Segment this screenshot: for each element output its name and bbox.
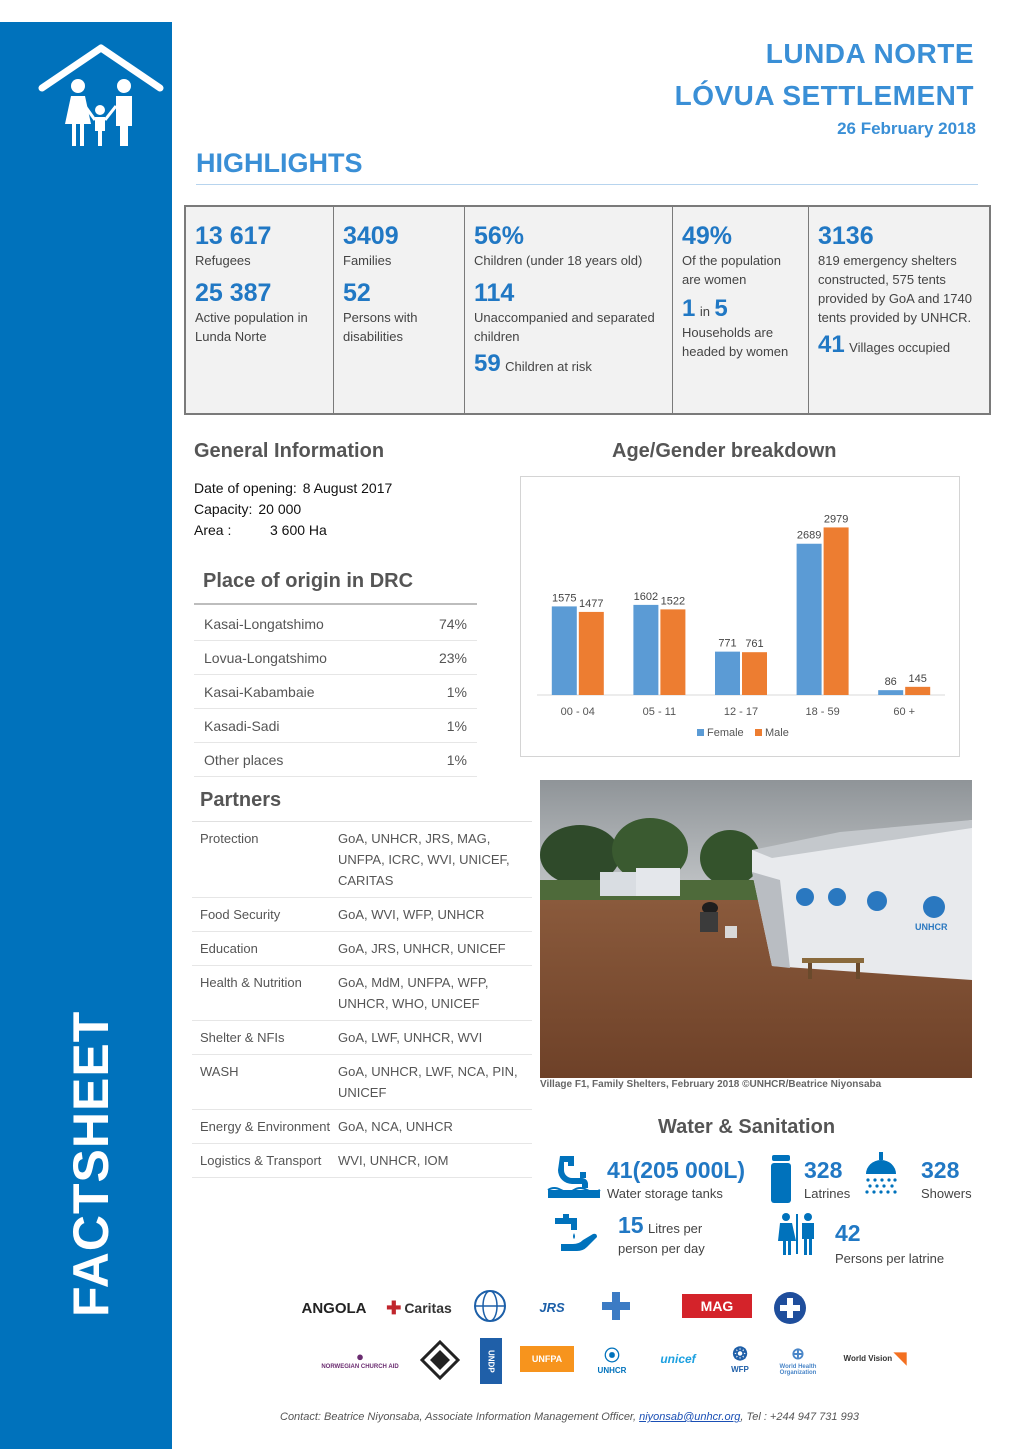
legend-label-female: Female	[707, 727, 744, 739]
angola-logo-text: ANGOLA	[301, 1299, 367, 1317]
caritas-logo	[384, 1294, 454, 1322]
partner-row	[192, 1021, 532, 1055]
wfp-logo-text: WFP	[731, 1365, 749, 1374]
unaccompanied-label: Unaccompanied and separated children	[474, 310, 655, 344]
children-at-risk-value: 59	[474, 350, 501, 377]
unhcr-logo-text: UNHCR	[597, 1366, 627, 1375]
villages-value: 41	[818, 331, 845, 358]
partner-row	[192, 932, 532, 966]
villages-occupied	[818, 331, 981, 359]
litres-label-a: Litres per	[648, 1221, 703, 1236]
refugees-value: 13 617	[195, 222, 272, 250]
x-tick-label: 18 - 59	[805, 706, 840, 718]
partner-list: GoA, NCA, UNHCR	[338, 1119, 453, 1134]
factsheet-label: FACTSHEET	[63, 1010, 119, 1317]
bar-female	[878, 690, 903, 695]
bar-value-label: 86	[884, 676, 897, 689]
unhcr-logo	[590, 1342, 634, 1376]
general-info-heading: General Information	[194, 440, 385, 462]
villages-label: Villages occupied	[849, 340, 951, 355]
origin-place: Kasai-Longatshimo	[204, 615, 324, 632]
unfpa-logo-text: UNFPA	[531, 1354, 563, 1364]
bar-male	[660, 609, 685, 695]
undp-logo-text: UNDP	[486, 1349, 496, 1373]
origin-pct: 1%	[446, 751, 467, 768]
settlement-photo-image	[540, 780, 972, 1078]
who-logo	[770, 1340, 826, 1380]
women-pct-label: Of the population are women	[682, 253, 782, 287]
shelters-value: 3136	[818, 222, 874, 250]
refugees-label: Refugees	[195, 253, 251, 268]
children-at-risk	[474, 350, 664, 378]
highlights-col-children	[465, 207, 673, 413]
area-label: Area :	[194, 522, 232, 538]
women-pct-value: 49%	[682, 222, 733, 250]
partner-list: GoA, UNHCR, JRS, MAG, UNFPA, ICRC, WVI, UNICEF, CARITAS	[338, 831, 510, 888]
origin-pct: 23%	[438, 649, 467, 666]
partner-sector: Education	[200, 941, 258, 956]
unfpa-logo	[520, 1346, 574, 1372]
bar-value-label: 761	[745, 638, 764, 651]
origin-row	[194, 743, 477, 777]
bar-female	[633, 605, 658, 695]
highlights-col-women	[673, 207, 809, 413]
opening-label: Date of opening:	[194, 480, 297, 496]
page-title-line1: LUNDA NORTE	[765, 38, 974, 69]
families-value: 3409	[343, 222, 399, 250]
bar-male	[579, 612, 604, 695]
partner-sector: Shelter & NFIs	[200, 1030, 285, 1045]
unicef-logo	[648, 1344, 708, 1374]
tanks-label: Water storage tanks	[607, 1186, 723, 1201]
latrines-label: Latrines	[804, 1186, 851, 1201]
bar-female	[715, 652, 740, 695]
litres-label-b: person per day	[618, 1241, 705, 1256]
tent-logo-text: UNHCR	[915, 922, 948, 932]
caritas-cross-icon: ✚	[386, 1297, 402, 1318]
disabilities-label: Persons with disabilities	[343, 310, 418, 344]
contact-suffix: , Tel : +244 947 731 993	[740, 1411, 859, 1423]
x-tick-label: 05 - 11	[642, 706, 677, 718]
bar-value-label: 1575	[552, 592, 577, 605]
capacity-value: 20 000	[258, 501, 302, 517]
bar-value-label: 1477	[579, 597, 604, 610]
women-headed-ratio	[682, 295, 800, 323]
showers-stat	[921, 1157, 972, 1201]
diamond-logo-icon	[420, 1340, 460, 1380]
families-label: Families	[343, 253, 392, 268]
sidebar	[0, 22, 172, 1449]
age-gender-chart	[520, 476, 960, 757]
partners-table	[192, 821, 532, 1178]
bar-value-label: 771	[718, 637, 737, 650]
ratio-b: 5	[714, 295, 728, 322]
origin-table	[194, 607, 477, 777]
bar-value-label: 1522	[660, 595, 686, 608]
bar-male	[905, 687, 930, 695]
unicef-logo-text: unicef	[660, 1352, 696, 1366]
photo-caption: Village F1, Family Shelters, February 2018 ©UNHCR/Beatrice Niyonsaba	[540, 1079, 882, 1090]
mdm-logo-icon	[772, 1290, 808, 1326]
partner-sector: Energy & Environment	[200, 1119, 331, 1134]
page-title-line2: LÓVUA SETTLEMENT	[674, 80, 974, 111]
partner-list: GoA, LWF, UNHCR, WVI	[338, 1030, 483, 1045]
children-pct-value: 56%	[474, 222, 525, 250]
ratio-a: 1	[682, 295, 696, 322]
partner-list: GoA, MdM, UNFPA, WFP, UNHCR, WHO, UNICEF	[338, 975, 489, 1011]
legend-swatch-male	[755, 729, 762, 736]
latrines-value: 328	[804, 1157, 843, 1183]
iom-globe-icon	[472, 1288, 508, 1324]
highlights-heading: HIGHLIGHTS	[196, 148, 363, 178]
wfp-logo	[720, 1340, 760, 1378]
report-date: 26 February 2018	[837, 119, 976, 138]
shelters-label: 819 emergency shelters constructed, 575 tents provided by GoA and 1740 tents provided by UNHCR.	[818, 253, 972, 325]
persons-value: 42	[835, 1220, 861, 1246]
unaccompanied-value: 114	[474, 279, 515, 307]
x-tick-label: 12 - 17	[723, 706, 759, 718]
active-population-value: 25 387	[195, 279, 272, 307]
area-value: 3 600 Ha	[270, 522, 327, 538]
latrines-stat	[804, 1157, 850, 1201]
water-tank-icon	[546, 1152, 602, 1204]
showers-label: Showers	[921, 1186, 972, 1201]
partner-sector: Logistics & Transport	[200, 1153, 322, 1168]
bar-female	[797, 544, 822, 695]
bar-female	[552, 606, 577, 695]
nca-logo-text: NORWEGIAN CHURCH AID	[321, 1363, 399, 1370]
x-tick-label: 00 - 04	[560, 706, 595, 718]
who-logo-text: World Health Organization	[779, 1364, 817, 1376]
contact-prefix: Contact: Beatrice Niyonsaba, Associate Information Management Officer,	[280, 1411, 637, 1423]
disabilities-value: 52	[343, 279, 371, 307]
contact-line	[280, 1411, 859, 1423]
partners-heading: Partners	[200, 789, 282, 811]
general-info-block	[194, 478, 392, 541]
origin-divider	[194, 603, 477, 605]
water-tap-hand-icon	[553, 1214, 605, 1254]
partner-row	[192, 1144, 532, 1178]
origin-row	[194, 641, 477, 675]
mag-logo	[682, 1294, 752, 1318]
partner-list: WVI, UNHCR, IOM	[338, 1153, 449, 1168]
persons-per-latrine-stat	[835, 1220, 944, 1266]
legend-swatch-female	[697, 729, 704, 736]
x-tick-label: 60 +	[893, 706, 916, 718]
partner-row	[192, 898, 532, 932]
partner-list: GoA, JRS, UNHCR, UNICEF	[338, 941, 506, 956]
wash-heading: Water & Sanitation	[658, 1116, 836, 1138]
shower-icon	[862, 1152, 900, 1196]
litres-stat	[618, 1212, 705, 1256]
ratio-connector: in	[699, 304, 710, 319]
highlights-box	[184, 205, 991, 415]
origin-place: Other places	[204, 751, 284, 768]
capacity-label: Capacity:	[194, 501, 253, 517]
bar-value-label: 2979	[823, 513, 849, 526]
origin-row	[194, 709, 477, 743]
jrs-logo-text: JRS	[539, 1299, 565, 1315]
persons-label: Persons per latrine	[835, 1251, 945, 1266]
showers-value: 328	[921, 1157, 960, 1183]
partner-list: GoA, UNHCR, LWF, NCA, PIN, UNICEF	[338, 1064, 518, 1100]
origin-place: Kasai-Kabambaie	[204, 683, 315, 700]
origin-pct: 1%	[446, 717, 467, 734]
litres-value: 15	[618, 1212, 644, 1238]
bar-value-label: 145	[908, 672, 927, 685]
jrs-logo	[526, 1292, 578, 1322]
children-pct-label: Children (under 18 years old)	[474, 253, 643, 268]
nca-dove-icon: ●	[356, 1348, 364, 1364]
partner-row	[192, 822, 532, 898]
who-emblem-icon: ⊕	[791, 1346, 805, 1363]
angola-logo	[302, 1290, 366, 1326]
latrine-icon	[768, 1155, 794, 1203]
partner-row	[192, 1055, 532, 1110]
partner-row	[192, 966, 532, 1021]
origin-place: Lovua-Longatshimo	[204, 649, 327, 666]
partner-sector: Health & Nutrition	[200, 975, 302, 990]
bar-value-label: 2689	[796, 529, 822, 542]
unhcr-hands-icon: ⦿	[603, 1348, 620, 1365]
highlights-col-population	[186, 207, 334, 413]
highlights-col-families	[334, 207, 465, 413]
opening-value: 8 August 2017	[302, 480, 393, 496]
contact-email-link[interactable]: niyonsab@unhcr.org	[639, 1411, 741, 1423]
chart-svg	[521, 477, 961, 758]
partner-logos	[300, 1288, 820, 1388]
nca-logo	[320, 1344, 400, 1374]
bar-value-label: 1602	[633, 590, 659, 603]
toilet-people-icon	[776, 1212, 818, 1256]
origin-pct: 74%	[438, 615, 467, 632]
tanks-stat	[607, 1157, 745, 1201]
worldvision-star-icon: ◥	[894, 1350, 907, 1367]
wfp-wheat-icon: ❂	[732, 1344, 748, 1364]
family-shelter-icon	[38, 44, 164, 154]
legend-label-male: Male	[765, 727, 789, 739]
bar-male	[742, 652, 767, 695]
partner-row	[192, 1110, 532, 1144]
origin-row	[194, 675, 477, 709]
mag-logo-text: MAG	[700, 1298, 734, 1314]
children-at-risk-label: Children at risk	[505, 359, 592, 374]
caritas-logo-text: Caritas	[404, 1300, 452, 1316]
active-population-label: Active population in Lunda Norte	[195, 310, 308, 344]
partner-sector: Food Security	[200, 907, 281, 922]
worldvision-logo-text: World Vision	[843, 1353, 893, 1363]
worldvision-logo	[842, 1345, 908, 1371]
partner-sector: WASH	[200, 1064, 239, 1079]
origin-heading: Place of origin in DRC	[203, 570, 414, 592]
settlement-photo	[540, 780, 972, 1078]
chart-heading: Age/Gender breakdown	[612, 440, 837, 462]
women-headed-label: Households are headed by women	[682, 325, 789, 359]
partner-sector: Protection	[200, 831, 259, 846]
partner-list: GoA, WVI, WFP, UNHCR	[338, 907, 485, 922]
origin-place: Kasadi-Sadi	[204, 717, 280, 734]
undp-logo	[480, 1338, 502, 1384]
bar-male	[824, 527, 849, 695]
highlights-col-shelters	[809, 207, 989, 413]
tanks-value: 41(205 000L)	[607, 1157, 746, 1183]
lwf-cross-icon	[600, 1290, 632, 1322]
highlights-divider	[196, 184, 978, 185]
origin-row	[194, 607, 477, 641]
origin-pct: 1%	[446, 683, 467, 700]
